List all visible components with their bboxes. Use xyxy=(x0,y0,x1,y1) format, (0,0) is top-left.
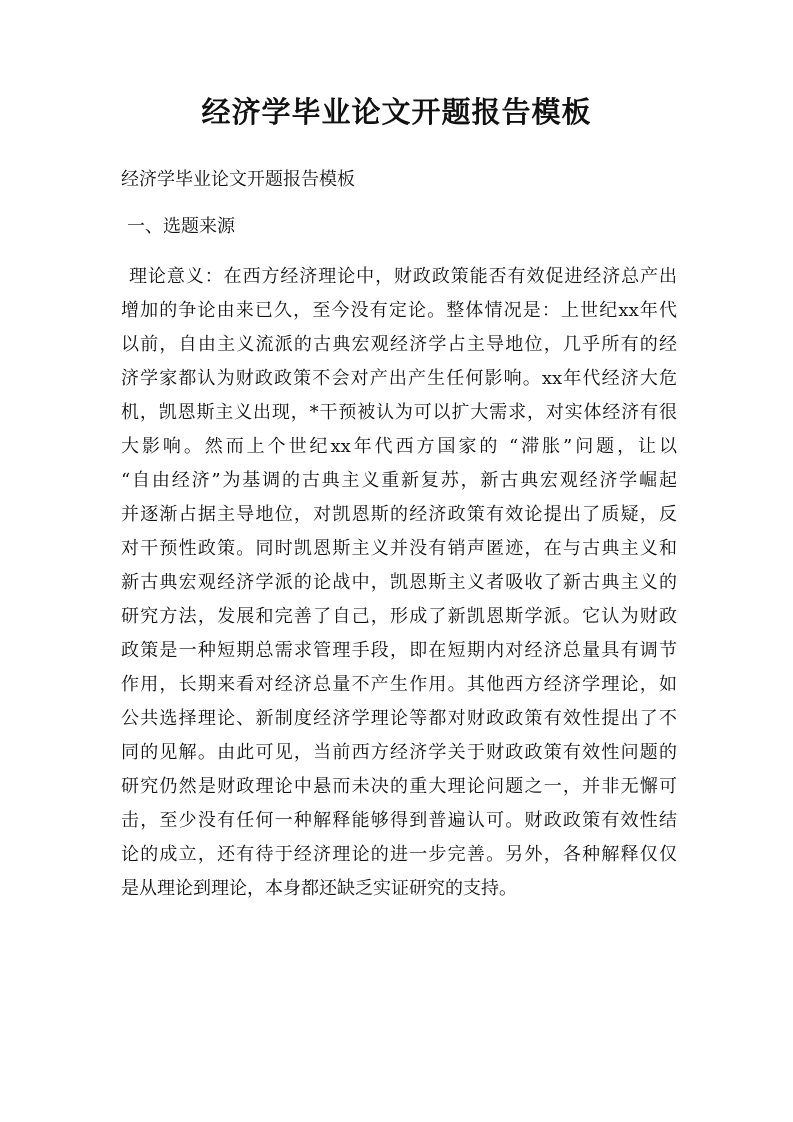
paragraph-line: 济学家都认为财政政策不会对产出产生任何影响。xx年代经济大危 xyxy=(121,368,677,389)
paragraph-line: 新古典宏观经济学派的论战中，凯恩斯主义者吸收了新古典主义的 xyxy=(121,572,677,593)
paragraph-line: 理论意义：在西方经济理论中，财政政策能否有效促进经济总产出 xyxy=(129,266,677,287)
paragraph-line: 同的见解。由此可见，当前西方经济学关于财政政策有效性问题的 xyxy=(121,742,677,763)
paragraph-line: 以前，自由主义流派的古典宏观经济学占主导地位，几乎所有的经 xyxy=(121,334,677,355)
section-heading: 一、选题来源 xyxy=(127,216,235,237)
paragraph-line: 并逐渐占据主导地位，对凯恩斯的经济政策有效论提出了质疑，反 xyxy=(121,504,677,525)
paragraph-line: 是从理论到理论，本身都还缺乏实证研究的支持。 xyxy=(121,878,517,899)
paragraph-line: 机，凯恩斯主义出现，*干预被认为可以扩大需求，对实体经济有很 xyxy=(121,402,677,423)
paragraph-line: “自由经济”为基调的古典主义重新复苏，新古典宏观经济学崛起 xyxy=(121,470,677,491)
paragraph-line: 研究仍然是财政理论中悬而未决的重大理论问题之一，并非无懈可 xyxy=(121,776,677,797)
document-subtitle: 经济学毕业论文开题报告模板 xyxy=(121,169,355,190)
paragraph-line: 击，至少没有任何一种解释能够得到普遍认可。财政政策有效性结 xyxy=(121,810,677,831)
paragraph-line: 政策是一种短期总需求管理手段，即在短期内对经济总量具有调节 xyxy=(121,640,677,661)
paragraph-line: 论的成立，还有待于经济理论的进一步完善。另外，各种解释仅仅 xyxy=(121,844,677,865)
paragraph-line: 大影响。然而上个世纪xx年代西方国家的 “滞胀”问题，让以 xyxy=(121,436,677,457)
document-title: 经济学毕业论文开题报告模板 xyxy=(201,95,592,129)
paragraph-line: 增加的争论由来已久，至今没有定论。整体情况是：上世纪xx年代 xyxy=(121,300,677,321)
paragraph-line: 研究方法，发展和完善了自己，形成了新凯恩斯学派。它认为财政 xyxy=(121,606,677,627)
paragraph-line: 公共选择理论、新制度经济学理论等都对财政政策有效性提出了不 xyxy=(121,708,677,729)
paragraph-line: 作用，长期来看对经济总量不产生作用。其他西方经济学理论，如 xyxy=(121,674,677,695)
body-paragraph xyxy=(121,260,677,906)
paragraph-line: 对干预性政策。同时凯恩斯主义并没有销声匿迹，在与古典主义和 xyxy=(121,538,677,559)
